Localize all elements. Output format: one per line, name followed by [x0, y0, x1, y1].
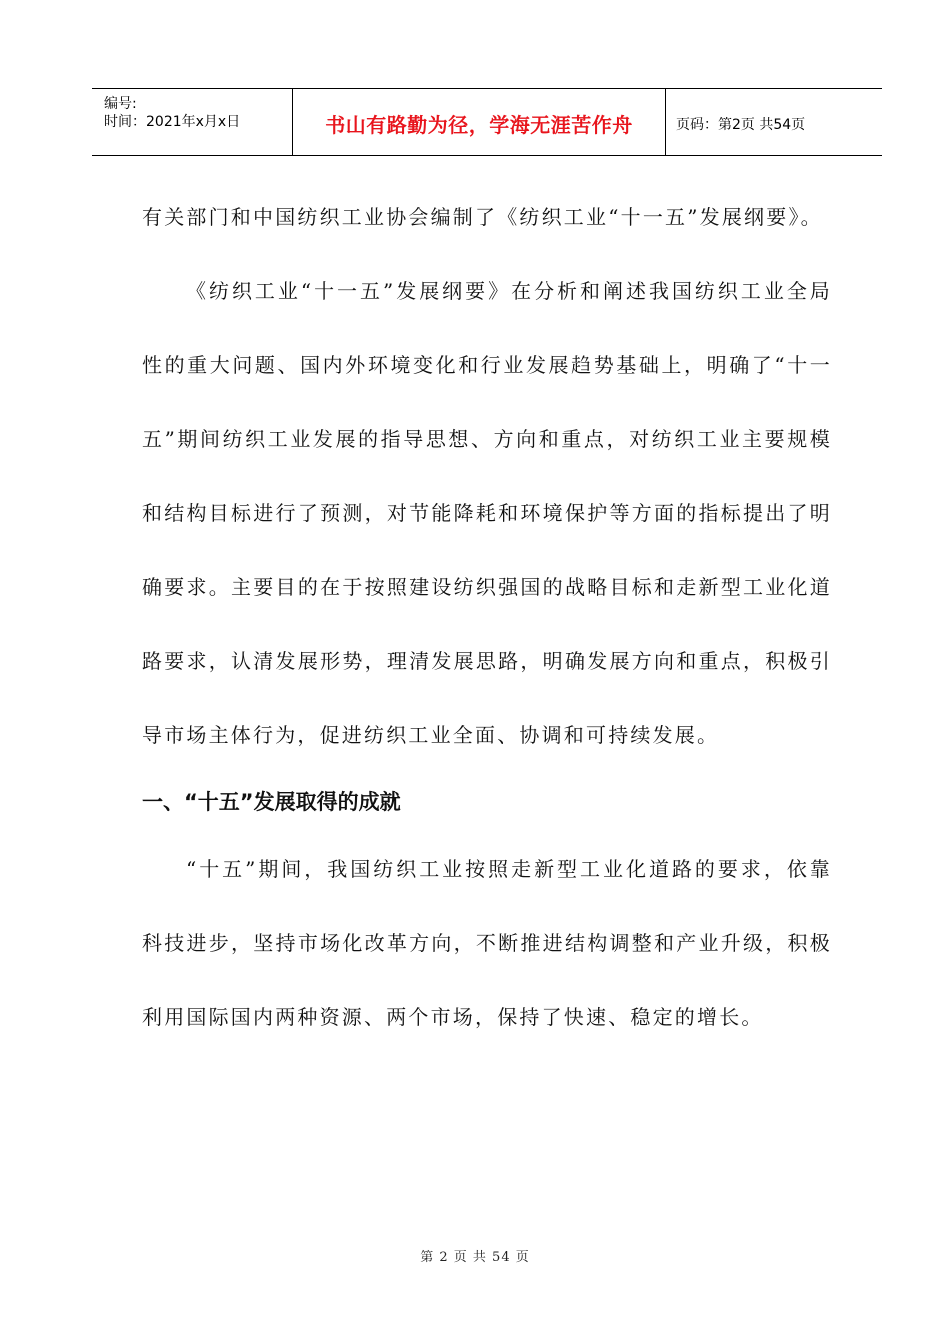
header-page-cell: [666, 89, 882, 155]
document-number-label: 编号:: [104, 96, 137, 112]
page-header: [92, 88, 882, 156]
page-footer: 第 2 页 共 54 页: [420, 1250, 530, 1265]
paragraph-outline-summary: 《纺织工业“十一五”发展纲要》在分析和阐述我国纺织工业全局性的重大问题、国内外环境变化和行业发展趋势基础上，明确了“十一五”期间纺织工业发展的指导思想、方向和重点，对纺织工业主要规模和结构目标进行了预测，对节能降耗和环境保护等方面的指标提出了明确要求。主要目的在于按照建设纺织强国的战略目标和走新型工业化道路要求，认清发展形势，理清发展思路，明确发展方向和重点，积极引导市场主体行为，促进纺织工业全面、协调和可持续发展。: [142, 279, 832, 747]
header-motto: 书山有路勤为径，学海无涯苦作舟: [325, 113, 633, 137]
document-time-label: 时间：2021年x月x日: [104, 114, 241, 130]
document-body: [142, 180, 832, 1054]
header-page-code: 页码：第2页 共54页: [676, 117, 806, 133]
paragraph-continuation: 有关部门和中国纺织工业协会编制了《纺织工业“十一五”发展纲要》。: [142, 205, 823, 229]
header-meta-cell: [92, 89, 293, 155]
header-motto-cell: [293, 89, 666, 155]
paragraph-achievements: “十五”期间，我国纺织工业按照走新型工业化道路的要求，依靠科技进步，坚持市场化改革方向，不断推进结构调整和产业升级，积极利用国际国内两种资源、两个市场，保持了快速、稳定的增长。: [142, 857, 832, 1029]
section-heading: 一、“十五”发展取得的成就: [142, 790, 401, 814]
